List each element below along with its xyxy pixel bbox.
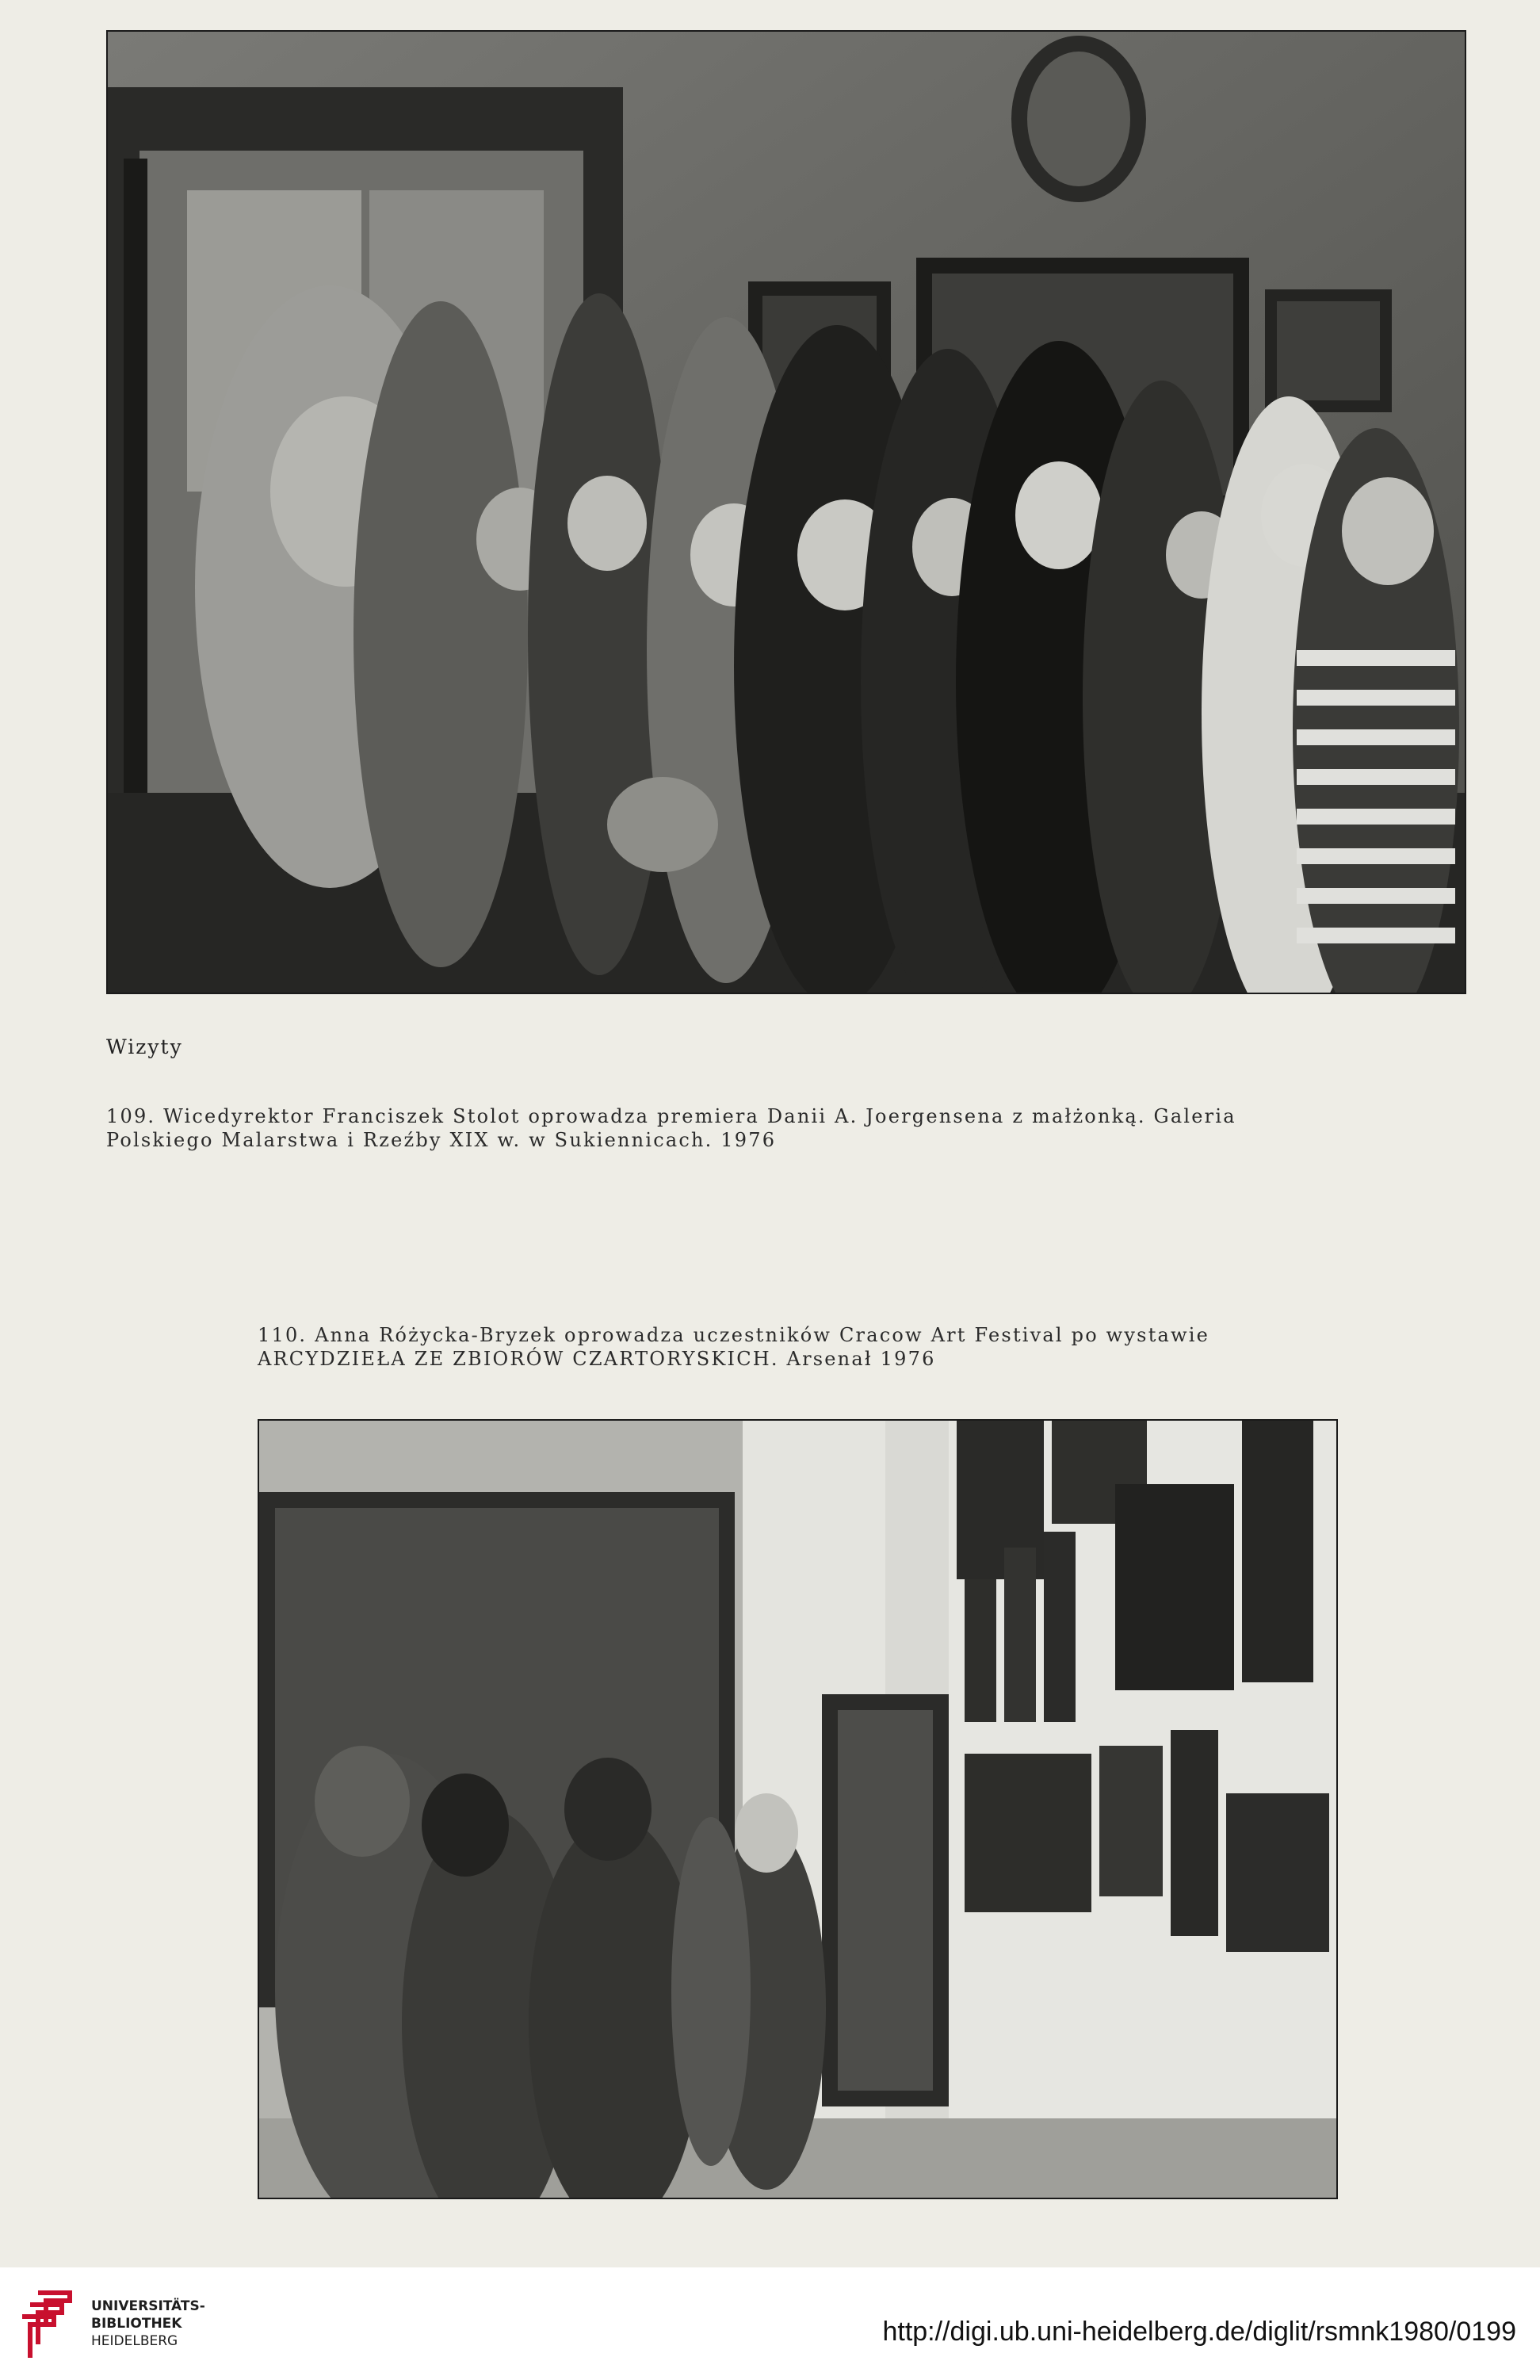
library-name <box>91 2298 205 2350</box>
library-line3: HEIDELBERG <box>91 2333 178 2349</box>
source-url-link[interactable]: http://digi.ub.uni-heidelberg.de/diglit/rsmnk1980/0199 <box>882 2317 1516 2347</box>
library-line2: BIBLIOTHEK <box>91 2316 182 2332</box>
caption-109-line1: 109. Wicedyrektor Franciszek Stolot oprowadza premiera Danii A. Joergensena z małżonką. Galeria <box>106 1105 1236 1127</box>
caption-109 <box>106 1104 1347 1152</box>
caption-109-line2: Polskiego Malarstwa i Rzeźby XIX w. w Sukiennicach. 1976 <box>106 1129 777 1151</box>
footer-bar <box>0 2267 1540 2380</box>
library-line1: UNIVERSITÄTS- <box>91 2298 205 2314</box>
photo-110-exhibition-tour <box>258 1419 1338 2199</box>
photo-109-gallery-visit <box>106 30 1466 994</box>
photo-110-image <box>259 1421 1336 2198</box>
ub-heidelberg-logo-icon <box>14 2285 90 2364</box>
photo-109-image <box>108 32 1465 993</box>
caption-110-line1: 110. Anna Różycka-Bryzek oprowadza uczestników Cracow Art Festival po wystawie <box>258 1324 1210 1346</box>
caption-110 <box>258 1323 1272 1371</box>
section-heading: Wizyty <box>106 1035 183 1058</box>
caption-110-line2: ARCYDZIEŁA ZE ZBIORÓW CZARTORYSKICH. Arsenał 1976 <box>258 1348 936 1370</box>
